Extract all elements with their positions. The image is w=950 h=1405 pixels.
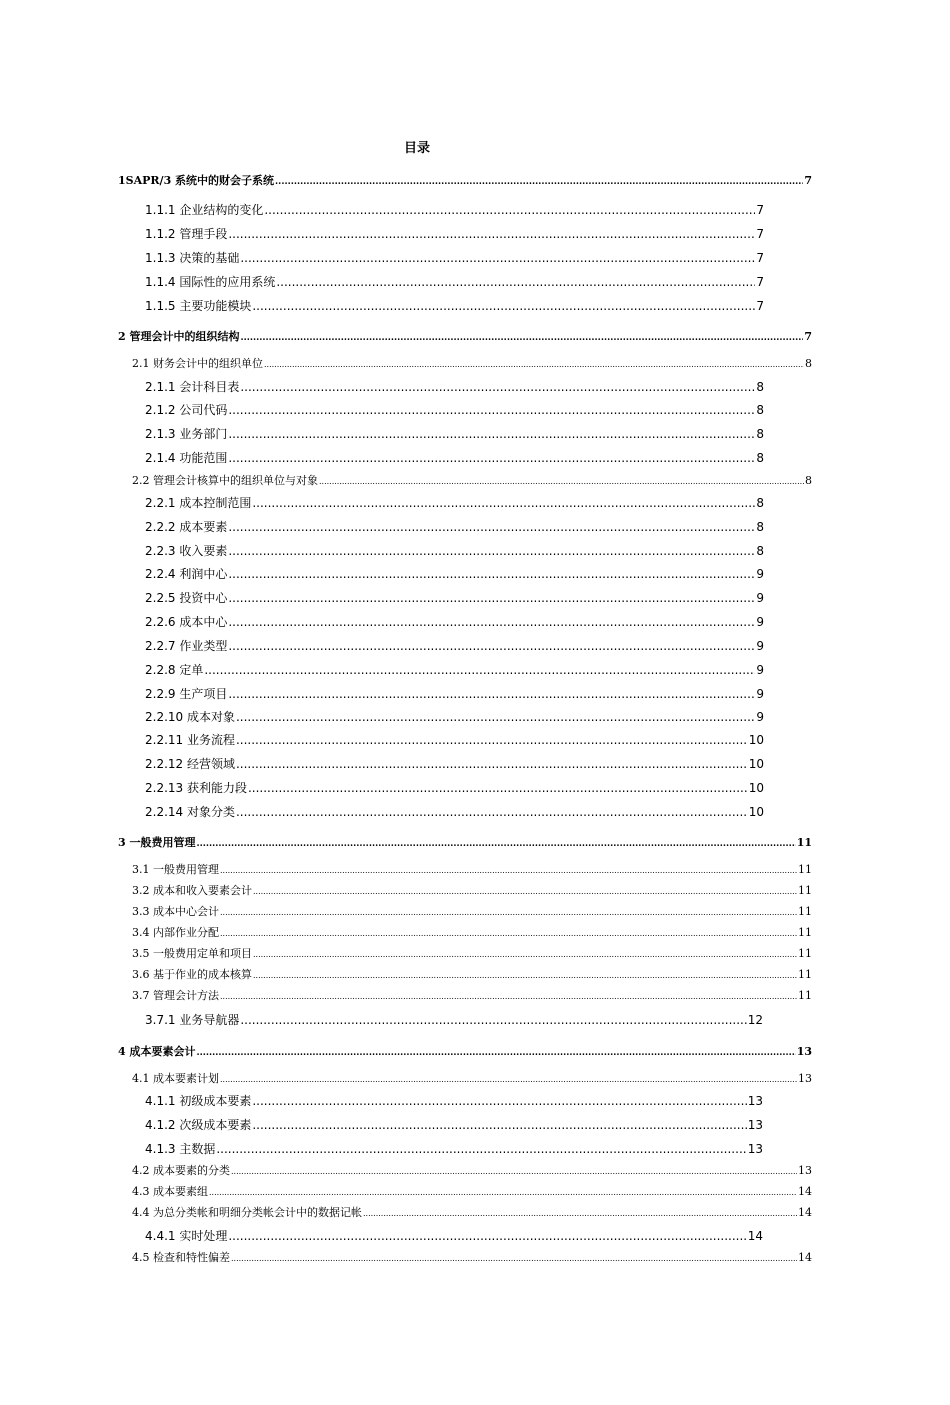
toc-page-number: 7	[756, 227, 764, 241]
toc-page-number: 13	[747, 1094, 763, 1108]
dot-leader	[220, 992, 797, 1001]
toc-entry-text: 3.6 基于作业的成本核算	[132, 968, 252, 981]
toc-entry-text: 2.1 财务会计中的组织单位	[132, 357, 263, 370]
toc-page-number: 13	[747, 1142, 763, 1156]
toc-entry[interactable]	[132, 987, 812, 1003]
toc-entry-text: 2 管理会计中的组织结构	[118, 330, 240, 343]
dot-leader	[220, 929, 797, 938]
toc-entry-text: 1.1.5 主要功能模块	[145, 299, 252, 313]
toc-entry-text: 2.2.11 业务流程	[145, 733, 235, 747]
toc-entry-text: 2.2.14 对象分类	[145, 805, 235, 819]
toc-entry[interactable]	[132, 903, 812, 919]
toc-page-number: 9	[756, 639, 764, 653]
toc-page-number: 14	[747, 1229, 763, 1243]
toc-entry-text: 4.2 成本要素的分类	[132, 1164, 230, 1177]
dot-leader	[264, 360, 804, 369]
toc-entry-text: 1SAPR/3 系统中的财会子系统	[118, 174, 275, 187]
toc-entry[interactable]	[145, 613, 764, 630]
toc-page-number: 14	[798, 1206, 812, 1219]
toc-page-number: 7	[804, 174, 812, 187]
toc-page-number: 7	[756, 251, 764, 265]
toc-entry-text: 4.3 成本要素组	[132, 1185, 208, 1198]
toc-entry-text: 3.1 一般费用管理	[132, 863, 219, 876]
toc-entry[interactable]	[145, 542, 764, 559]
toc-entry-text: 2.1.3 业务部门	[145, 427, 228, 441]
dot-leader	[228, 567, 755, 581]
toc-entry-text: 1.1.4 国际性的应用系统	[145, 275, 276, 289]
toc-entry-text: 1.1.1 企业结构的变化	[145, 203, 264, 217]
dot-leader	[220, 1075, 797, 1084]
toc-page-number: 8	[805, 474, 812, 487]
toc-entry[interactable]	[145, 637, 764, 654]
toc-entry-text: 2.2.7 作业类型	[145, 639, 228, 653]
toc-entry[interactable]	[145, 708, 764, 725]
toc-entry-text: 2.2.13 获利能力段	[145, 781, 247, 795]
dot-leader	[220, 908, 797, 917]
toc-page-number: 13	[798, 1164, 812, 1177]
toc-entry[interactable]	[145, 1140, 763, 1157]
dot-leader	[252, 496, 755, 510]
toc-page-number: 8	[756, 403, 764, 417]
dot-leader	[264, 203, 755, 217]
toc-entry-text: 2.2.5 投资中心	[145, 591, 228, 605]
toc-page-number: 11	[798, 968, 812, 981]
toc-entry[interactable]	[132, 1070, 812, 1086]
toc-entry[interactable]	[145, 297, 764, 314]
toc-page-number: 8	[805, 357, 812, 370]
dot-leader	[228, 687, 755, 701]
toc-entry[interactable]	[145, 273, 764, 290]
toc-page-number: 8	[756, 520, 764, 534]
toc-entry-text: 2.1.4 功能范围	[145, 451, 228, 465]
toc-entry-text: 4.4 为总分类帐和明细分类帐会计中的数据记帐	[132, 1206, 362, 1219]
toc-entry-text: 2.2.2 成本要素	[145, 520, 228, 534]
toc-page-number: 7	[756, 299, 764, 313]
toc-entry-text: 4.1 成本要素计划	[132, 1072, 219, 1085]
toc-page-number: 9	[756, 591, 764, 605]
dot-leader	[231, 1167, 797, 1176]
dot-leader	[253, 950, 797, 959]
toc-entry[interactable]	[145, 803, 764, 820]
toc-entry-text: 2.1.1 会计科目表	[145, 380, 240, 394]
toc-entry-text: 4.1.1 初级成本要素	[145, 1094, 252, 1108]
toc-page-number: 11	[798, 989, 812, 1002]
toc-page-number: 8	[756, 451, 764, 465]
toc-page-number: 11	[798, 947, 812, 960]
toc-entry-text: 1.1.2 管理手段	[145, 227, 228, 241]
toc-entry-text: 3 一般费用管理	[118, 836, 196, 849]
toc-page-number: 10	[748, 781, 764, 795]
toc-page-number: 8	[756, 380, 764, 394]
toc-page-number: 10	[748, 733, 764, 747]
toc-entry-text: 4.1.3 主数据	[145, 1142, 216, 1156]
dot-leader	[228, 615, 755, 629]
toc-entry[interactable]	[145, 378, 764, 395]
toc-page-number: 13	[796, 1045, 812, 1058]
toc-page-number: 13	[747, 1118, 763, 1132]
toc-page-number: 9	[756, 567, 764, 581]
toc-page-number: 11	[798, 926, 812, 939]
toc-page-number: 7	[756, 203, 764, 217]
toc-page-number: 14	[798, 1185, 812, 1198]
toc-page-number: 10	[748, 757, 764, 771]
toc-entry-text: 2.2.3 收入要素	[145, 544, 228, 558]
dot-leader	[228, 1229, 746, 1243]
dot-leader	[228, 403, 755, 417]
dot-leader	[275, 177, 803, 187]
toc-page-number: 9	[756, 687, 764, 701]
toc-entry[interactable]	[145, 589, 764, 606]
toc-entry-text: 2.1.2 公司代码	[145, 403, 228, 417]
toc-entry-text: 2.2.10 成本对象	[145, 710, 235, 724]
dot-leader	[216, 1142, 746, 1156]
toc-title: 目录	[403, 141, 430, 156]
toc-entry-text: 2.2.6 成本中心	[145, 615, 228, 629]
toc-entry[interactable]	[145, 1011, 763, 1028]
toc-entry[interactable]	[132, 1162, 812, 1178]
toc-entry[interactable]	[145, 685, 764, 702]
toc-entry-text: 2.2.1 成本控制范围	[145, 496, 252, 510]
toc-page-number: 12	[747, 1013, 763, 1027]
toc-entry[interactable]	[145, 225, 764, 242]
toc-entry[interactable]	[132, 355, 812, 371]
toc-entry-text: 3.5 一般费用定单和项目	[132, 947, 252, 960]
toc-page-number: 8	[756, 427, 764, 441]
dot-leader	[236, 805, 748, 819]
dot-leader	[319, 477, 804, 486]
toc-entry-text: 2.2.12 经营领域	[145, 757, 235, 771]
toc-entry[interactable]	[132, 924, 812, 940]
dot-leader	[240, 380, 755, 394]
dot-leader	[228, 520, 755, 534]
toc-entry[interactable]	[145, 518, 764, 535]
toc-page-number: 11	[798, 863, 812, 876]
toc-entry-text: 2.2.4 利润中心	[145, 567, 228, 581]
toc-entry-text: 2.2.9 生产项目	[145, 687, 228, 701]
toc-page-number: 8	[756, 544, 764, 558]
dot-leader	[196, 1048, 795, 1058]
dot-leader	[276, 275, 755, 289]
dot-leader	[240, 1013, 746, 1027]
dot-leader	[228, 427, 755, 441]
toc-entry[interactable]	[145, 401, 764, 418]
dot-leader	[252, 299, 755, 313]
toc-page-number: 14	[798, 1251, 812, 1264]
toc-page-number: 11	[798, 905, 812, 918]
dot-leader	[228, 227, 755, 241]
toc-entry[interactable]	[145, 494, 764, 511]
toc-entry[interactable]	[132, 861, 812, 877]
toc-entry[interactable]	[145, 1227, 763, 1244]
toc-entry[interactable]	[118, 834, 812, 850]
dot-leader	[220, 866, 797, 875]
toc-entry[interactable]	[145, 565, 764, 582]
toc-entry-text: 3.3 成本中心会计	[132, 905, 219, 918]
toc-entry[interactable]	[132, 472, 812, 488]
toc-entry[interactable]	[145, 249, 764, 266]
toc-entry[interactable]	[145, 755, 764, 772]
toc-entry[interactable]	[145, 201, 764, 218]
toc-page-number: 9	[756, 615, 764, 629]
toc-entry[interactable]	[132, 882, 812, 898]
toc-entry[interactable]	[132, 1183, 812, 1199]
toc-entry-text: 3.4 内部作业分配	[132, 926, 219, 939]
dot-leader	[204, 663, 755, 677]
toc-entry-text: 4.1.2 次级成本要素	[145, 1118, 252, 1132]
toc-entry-text: 4 成本要素会计	[118, 1045, 196, 1058]
toc-entry-text: 4.5 检查和特性偏差	[132, 1251, 230, 1264]
toc-entry-text: 3.7.1 业务导航器	[145, 1013, 240, 1027]
toc-entry[interactable]	[145, 731, 764, 748]
toc-page-number: 9	[756, 710, 764, 724]
toc-entry[interactable]	[132, 966, 812, 982]
toc-page-number: 8	[756, 496, 764, 510]
toc-page-number: 11	[796, 836, 812, 849]
dot-leader	[236, 757, 748, 771]
dot-leader	[248, 781, 748, 795]
toc-entry[interactable]	[132, 1204, 812, 1220]
toc-page-number: 7	[804, 330, 812, 343]
toc-entry-text: 1.1.3 决策的基础	[145, 251, 240, 265]
toc-entry-text: 3.7 管理会计方法	[132, 989, 219, 1002]
dot-leader	[228, 591, 755, 605]
toc-page-number: 7	[756, 275, 764, 289]
toc-entry-text: 3.2 成本和收入要素会计	[132, 884, 252, 897]
toc-entry[interactable]	[145, 779, 764, 796]
dot-leader	[252, 1094, 746, 1108]
toc-entry[interactable]	[145, 1092, 763, 1109]
dot-leader	[228, 451, 755, 465]
toc-entry[interactable]	[132, 945, 812, 961]
dot-leader	[253, 887, 797, 896]
toc-page-number: 11	[798, 884, 812, 897]
toc-entry[interactable]	[132, 1249, 812, 1265]
dot-leader	[228, 544, 755, 558]
dot-leader	[209, 1188, 797, 1197]
toc-page-number: 13	[798, 1072, 812, 1085]
dot-leader	[240, 251, 755, 265]
dot-leader	[231, 1254, 797, 1263]
toc-entry[interactable]	[145, 661, 764, 678]
dot-leader	[252, 1118, 746, 1132]
dot-leader	[236, 710, 755, 724]
toc-page-number: 9	[756, 663, 764, 677]
toc-entry-text: 2.2.8 定单	[145, 663, 204, 677]
toc-entry[interactable]	[118, 172, 812, 188]
toc-entry[interactable]	[145, 449, 764, 466]
toc-entry[interactable]	[145, 1116, 763, 1133]
dot-leader	[196, 839, 795, 849]
toc-entry[interactable]	[118, 328, 812, 344]
toc-page-number: 10	[748, 805, 764, 819]
toc-entry[interactable]	[145, 425, 764, 442]
dot-leader	[228, 639, 755, 653]
dot-leader	[253, 971, 797, 980]
dot-leader	[240, 333, 803, 343]
toc-entry-text: 2.2 管理会计核算中的组织单位与对象	[132, 474, 318, 487]
dot-leader	[236, 733, 748, 747]
dot-leader	[363, 1209, 797, 1218]
toc-entry[interactable]	[118, 1043, 812, 1059]
toc-entry-text: 4.4.1 实时处理	[145, 1229, 228, 1243]
